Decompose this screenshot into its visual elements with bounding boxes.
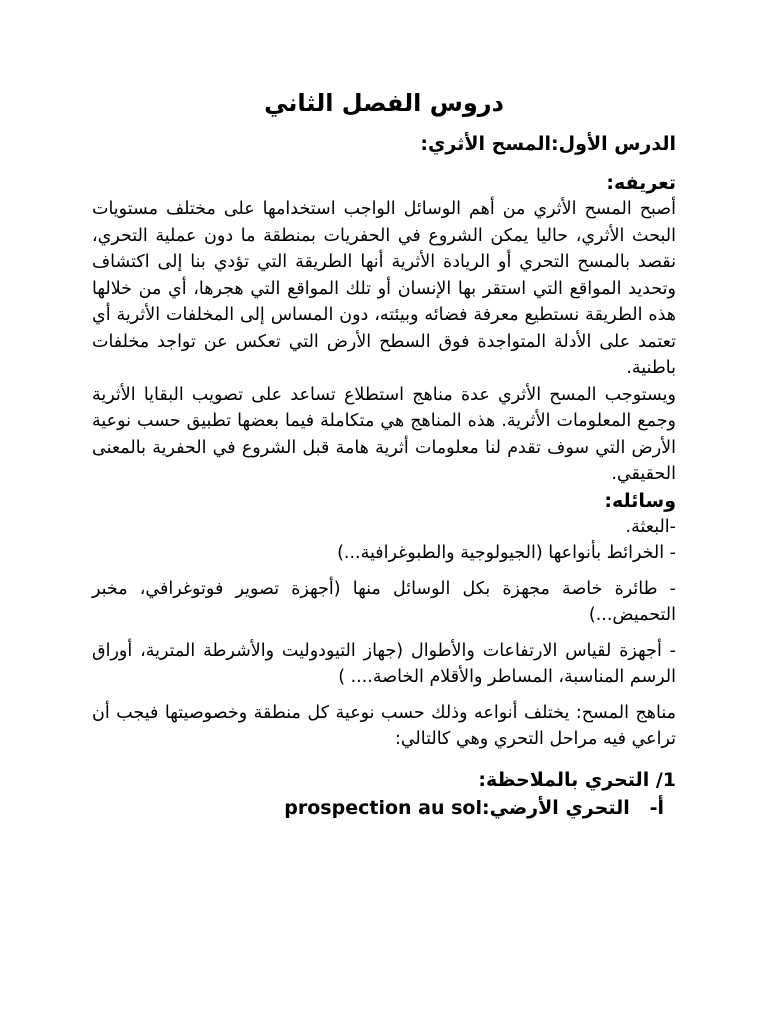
means-heading: وسائله: [604,489,676,512]
list-item: - طائرة خاصة مجهزة بكل الوسائل منها (أجهزة تصوير فوتوغرافي، مخبر التحميض...) [92,578,676,625]
document-title: دروس الفصل الثاني [264,89,504,117]
subsection-marker: أ- [649,796,664,819]
definition-heading: تعريفه: [606,172,676,194]
lesson-title: الدرس الأول:المسح الأثري: [420,133,676,155]
subsection-arabic-title: التحري الأرضي: [482,796,630,819]
list-item: - أجهزة لقياس الارتفاعات والأطوال (جهاز التيودوليت والأشرطة المترية، أوراق الرسم المناسبة، المساطر والأقلام الخاصة.... ) [92,640,676,687]
means-list [92,514,676,690]
definition-paragraph-1: أصبح المسح الأثري من أهم الوسائل الواجب استخدامها على مختلف مستويات البحث الأثري، حاليا يمكن الشروع في الحفريات بمنطقة ما دون عملية التحري، نقصد بالمسح التحري أو الريادة الأثرية أنها الطريقة التي تؤدي بنا إلى اكتشاف وتحديد المواقع التي استقر بها الإنسان أو تلك المواقع التي هجرها، أي من خلالها هذه الطريقة نستطيع معرفة فضائه وبيئته، دون المساس إلى المخلفات الأثرية أي تعتمد على الأدلة المتواجدة فوق السطح الأرض التي تعكس عن تواجد مخلفات باطنية. [92,199,676,378]
methods-paragraph: مناهج المسح: يختلف أنواعه وذلك حسب نوعية كل منطقة وخصوصيتها فيجب أن تراعي فيه مراحل التحري وهي كالتالي: [92,702,676,749]
section-heading: 1/ التحري بالملاحظة: [478,768,676,791]
list-item: -البعثة. [625,516,676,537]
list-item: - الخرائط بأنواعها (الجيولوجية والطبوغرافية...) [337,542,676,563]
subsection-heading [92,795,676,821]
definition-paragraph-2: ويستوجب المسح الأثري عدة مناهج استطلاع تساعد على تصويب البقايا الأثرية وجمع المعلومات الأثرية. هذه المناهج هي متكاملة فيما بعضها تطبيق حسب نوعية الأرض التي سوف تقدم لنا معلومات أثرية هامة قبل الشروع في الحفرية بالمعنى الحقيقي. [92,384,676,484]
subsection-latin-title: prospection au sol [284,796,482,819]
